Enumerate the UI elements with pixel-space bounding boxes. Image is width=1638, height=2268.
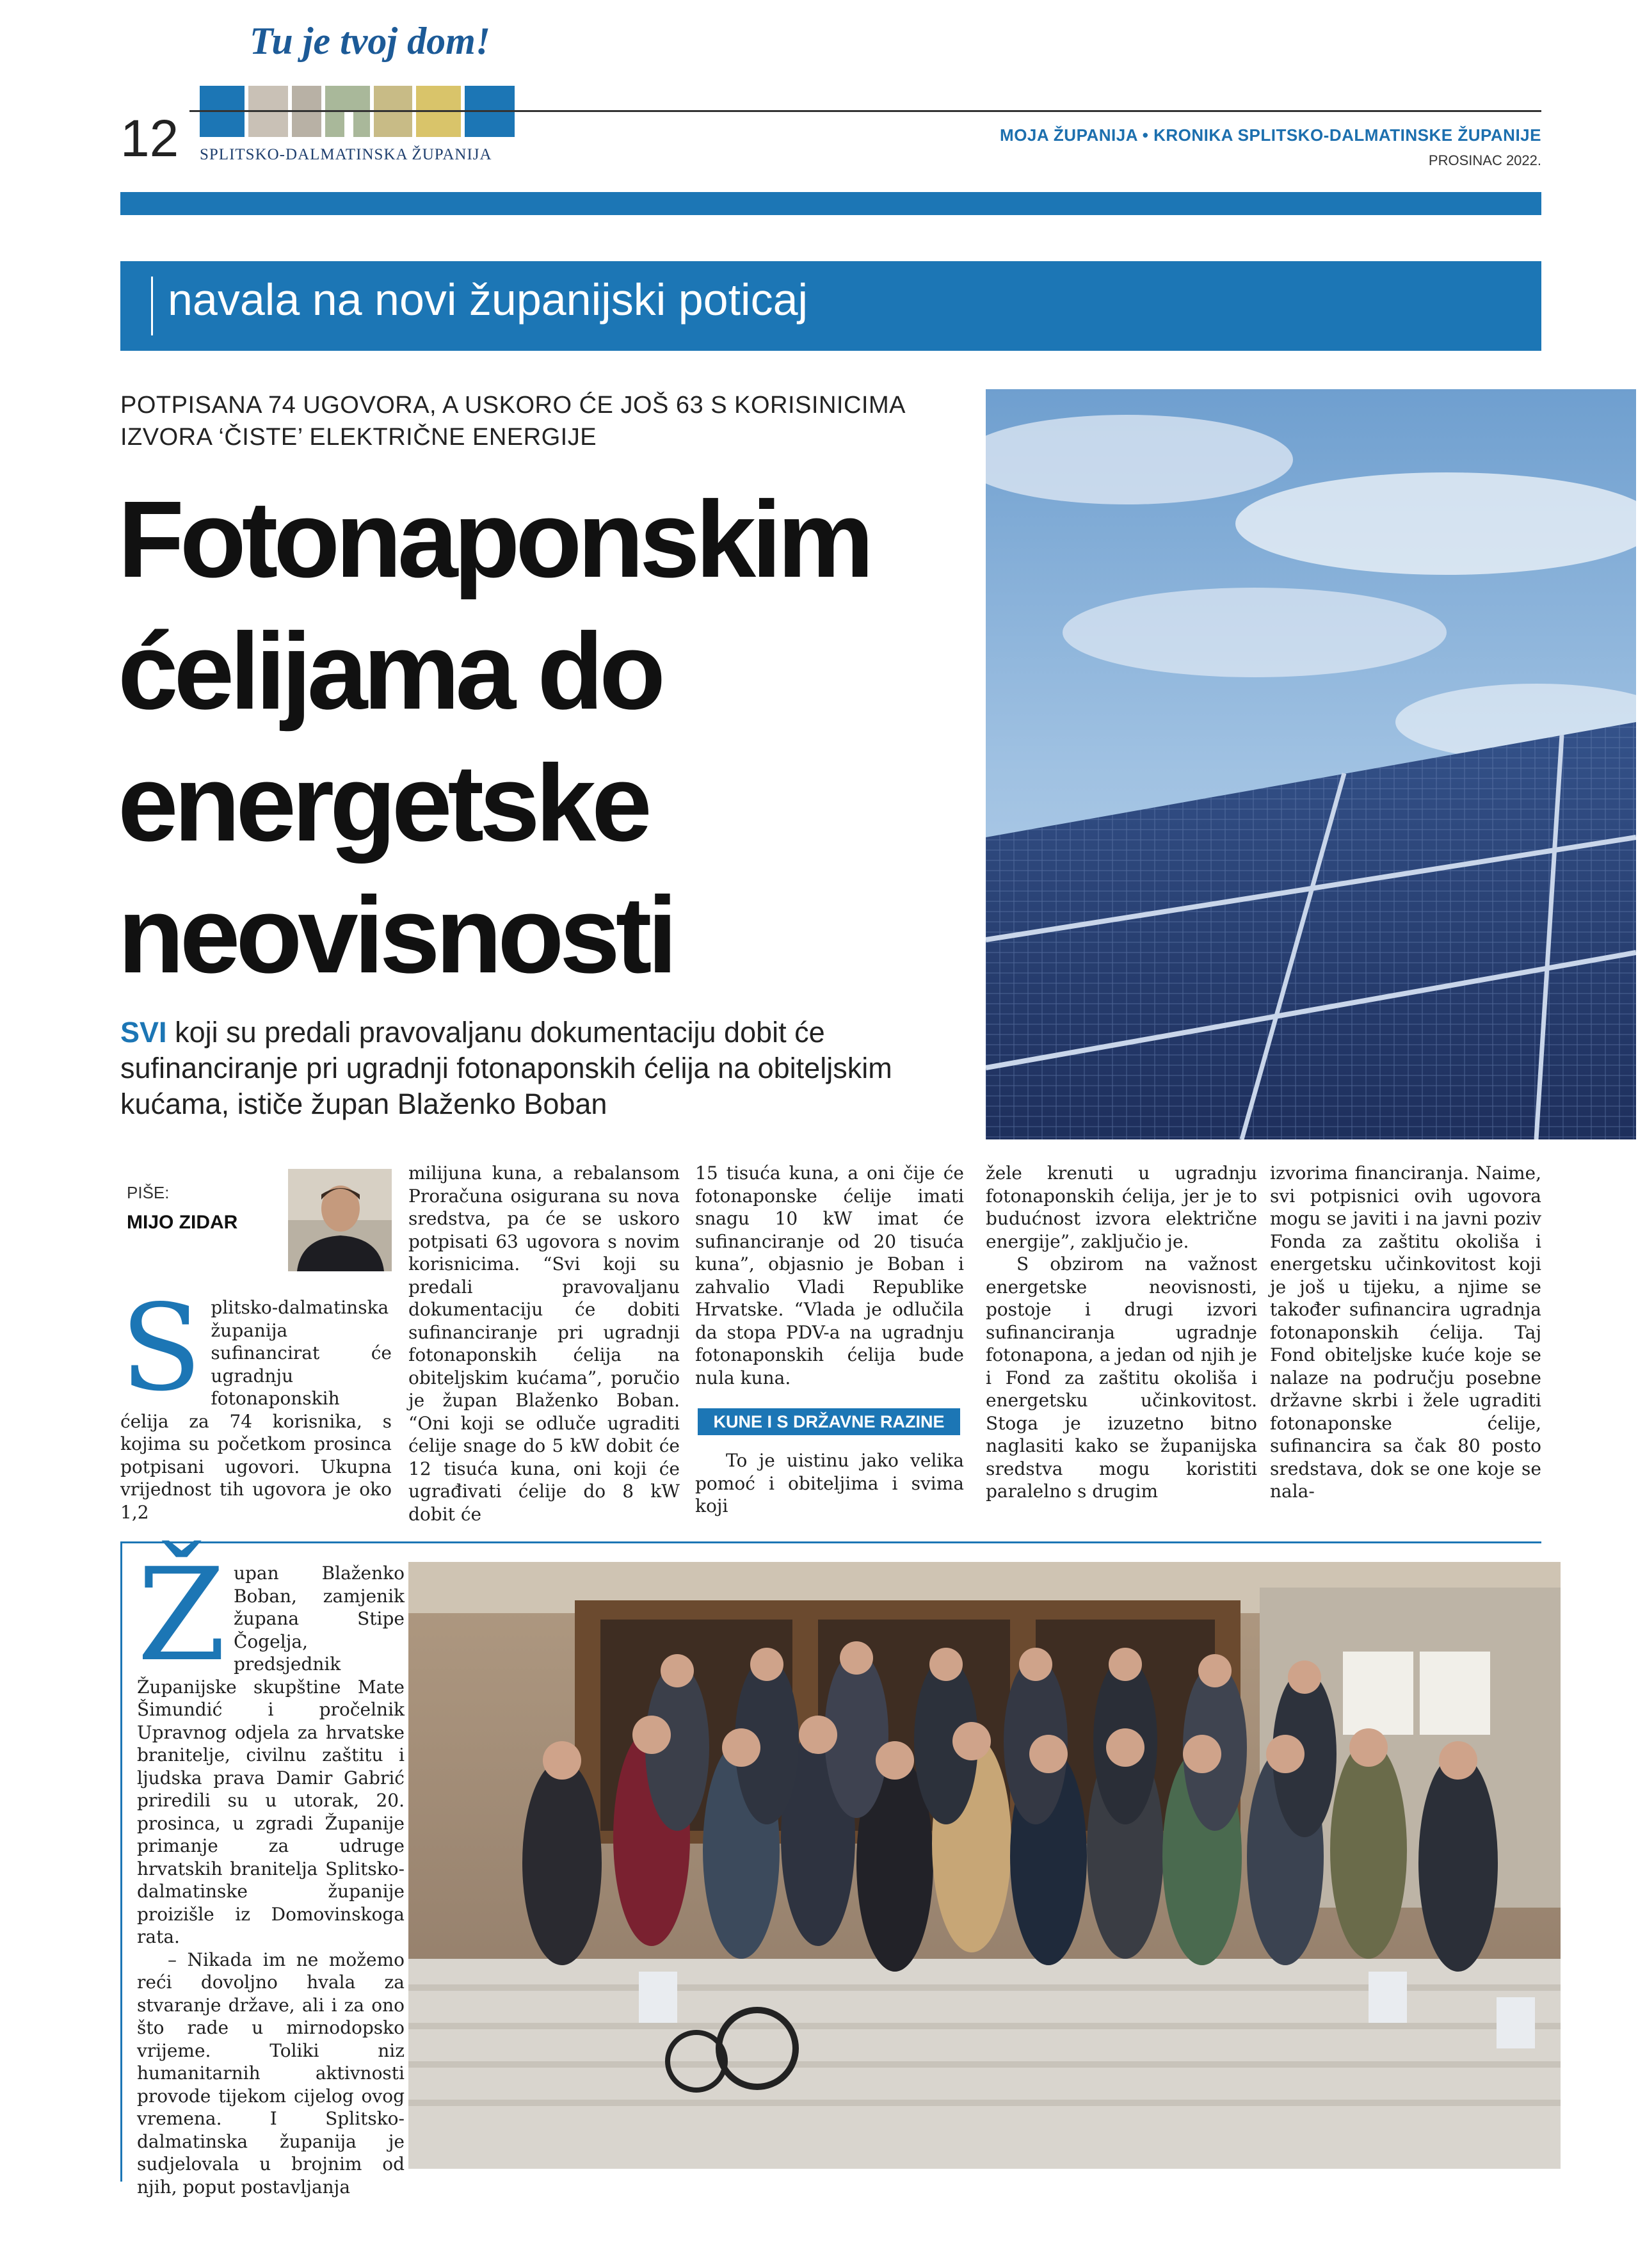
second-article-para-1: upan Blaženko Boban, zamjenik župana Stipe Čogelja, predsjednik Županijske skupštine Mate Šimundić i pročelnik Upravnog odjela za hrvatske branitelje, civilnu zaštitu i ljudska prava Damir Gabrić priredili su u utorak, 20. prosinca, u zgradi Županije primanje za udruge hrvatskih branitelja Splitsko-dalmatinske županije proizišle iz Domovinskoga rata.: [137, 1563, 405, 1947]
column-3-text: 15 tisuća kuna, a oni čije će fotonaponske ćelije imati snagu 10 kW imat će sufinanciranje od 20 tisuća kuna”, objasnio je Boban i zahvalio Vladi Republike Hrvatske. “Vlada je odlučila da stopa PDV-a na ugradnju fotonaponskih ćelija bude nula kuna.: [695, 1162, 964, 1388]
article-column-1: [120, 1278, 392, 1524]
byline-name: MIJO ZIDAR: [127, 1212, 238, 1233]
article-column-5: [1270, 1162, 1541, 1503]
lede-lead-word: SVI: [120, 1016, 167, 1049]
article-column-3: [695, 1162, 964, 1389]
header-color-bar: [120, 192, 1541, 215]
section-banner-rule: [151, 277, 153, 335]
article-column-4: [986, 1162, 1257, 1503]
dropcap: S: [120, 1278, 202, 1417]
article-column-3-continued: [695, 1449, 964, 1518]
author-photo-icon: [288, 1169, 392, 1271]
article-subhead: KUNE I S DRŽAVNE RAZINE: [698, 1408, 960, 1435]
second-article-dropcap: Ž: [137, 1541, 226, 1690]
header-rule: [189, 110, 1541, 112]
column-2-text: milijuna kuna, a rebalansom Proračuna osigurana su nova sredstva, pa će se uskoro potpisati 63 ugovora s novim korisnicima. “Svi koji su predali pravovaljanu dokumentaciju će dobiti sufinanciranje pri ugradnji fotonaponskih ćelija na obiteljskim kućama”, poručio je župan Blaženko Boban. “Oni koji se odluče ugraditi ćelije snage do 5 kW dobit će 12 tisuća kuna, oni koji će ugrađivati ćelije do 8 kW dobit će: [408, 1162, 680, 1525]
column-3b-text: To je uistinu jako velika pomoć i obiteljima i svima koji: [695, 1450, 964, 1516]
solar-panel-photo-icon: [986, 389, 1636, 1139]
column-1-text: plitsko-dalmatinska županija sufinancirat će ugradnju fotonaponskih ćelija za 74 korisnika, s kojima su početkom prosinca potpisani ugovori. Ukupna vrijednost tih ugovora je oko 1,2: [120, 1297, 392, 1523]
headline-line-3: energetske: [118, 743, 648, 864]
logo-text: SPLITSKO-DALMATINSKA ŽUPANIJA: [200, 146, 492, 163]
section-title: navala na novi županijski poticaj: [168, 275, 808, 325]
group-photo-icon: [408, 1562, 1561, 2169]
byline-label: PIŠE:: [127, 1183, 170, 1202]
masthead-tagline: Tu je tvoj dom!: [250, 20, 491, 62]
column-5-text: izvorima financiranja. Naime, svi potpisnici ovih ugovora mogu se javiti i na javni poziv Fonda za zaštitu okoliša i energetsku učinkovitost koji je još u tijeku, a njime se također sufinancira ugradnja fotonaponskih ćelija. Taj Fond obiteljske kuće koje se nalaze na području posebne državne skrbi i žele ugraditi fotonaponske ćelije, sufinancira sa čak 80 posto sredstava, dok se one koje se nala-: [1270, 1162, 1541, 1502]
second-article-para-2: – Nikada im ne možemo reći dovoljno hvala za stvaranje države, ali i za ono što rade u mirnodopsko vrijeme. Toliki niz humanitarnih aktivnosti provode tijekom cijelog ovog vremena. I Splitsko-dalmatinska županija je sudjelovala u brojnim od njih, poput postavljanja: [137, 1949, 405, 2198]
publication-date: PROSINAC 2022.: [1428, 152, 1541, 168]
second-article-text: [137, 1541, 405, 2198]
column-4b-text: S obzirom na važnost energetske neovisnosti, postoje i drugi izvori sufinanciranja ugradnje fotonapona, a jedan od njih je i Fond za zaštitu okoliša i energetsku učinkovitost. Stoga je izuzetno bitno naglasiti kako se županijska sredstva mogu koristiti paralelno s drugim: [986, 1253, 1257, 1502]
article-kicker: POTPISANA 74 UGOVORA, A USKORO ĆE JOŠ 63 S KORISINICIMA IZVORA ‘ČISTE’ ELEKTRIČNE ENERGIJE: [120, 392, 904, 451]
page-number: 12: [120, 109, 179, 168]
headline-line-1: Fotonaponskim: [118, 479, 870, 600]
article-lede: [120, 1015, 991, 1122]
headline-line-2: ćelijama do: [118, 611, 661, 732]
headline-line-4: neovisnosti: [118, 874, 673, 996]
lede-text: koji su predali pravovaljanu dokumentaciju dobit će sufinanciranje pri ugradnji fotonaponskih ćelija na obiteljskim kućama, ističe župan Blaženko Boban: [120, 1016, 892, 1120]
article-headline: [118, 474, 969, 1001]
article-column-2: [408, 1162, 680, 1525]
county-logo-icon: [197, 72, 517, 155]
publication-title: MOJA ŽUPANIJA • KRONIKA SPLITSKO-DALMATINSKE ŽUPANIJE: [1000, 125, 1541, 145]
column-4a-text: žele krenuti u ugradnju fotonaponskih ćelija, jer je to budućnost izvora električne energije”, zaključio je.: [986, 1162, 1257, 1252]
